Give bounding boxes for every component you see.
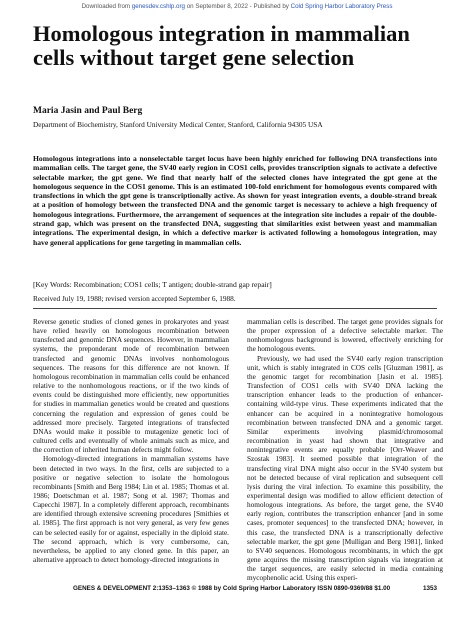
banner-middle: on September 8, 2022 - Published by <box>185 3 291 10</box>
banner-site-link[interactable]: genesdev.cshlp.org <box>131 3 185 10</box>
body-right-column <box>247 318 443 584</box>
body-paragraph: mammalian cells is described. The target gene provides signals for the proper expression of a defective selectable marker. The nonhomologous background is lowered, effectively enriching for the homologous events. <box>247 318 443 354</box>
received-dates: Received July 19, 1988; revised version accepted September 6, 1988. <box>33 294 236 303</box>
banner-prefix: Downloaded from <box>81 3 132 10</box>
abstract: Homologous integrations into a nonselectable target locus have been highly enriched for following DNA transfections into mammalian cells. The target gene, the SV40 early region in COS1 cells, provides transcription signals to activate a defective selectable marker, the gpt gene. We find that nearly half of the selected clones have integrated the gpt gene at the homologous sequence in the COS1 genome. This is an estimated 100-fold enrichment for homologous events compared with transfections in which the gpt gene is transcriptionally active. As shown for yeast integration events, a double-strand break at a position of homology between the transfected DNA and the genomic target is necessary to achieve a high frequency of homologous integrations. Furthermore, the arrangement of sequences at the integration site includes a repair of the double-strand gap, which was present on the transfected DNA, suggesting that similarities exist between yeast and mammalian integrations. The experimental design, in which a defective marker is activated following a homologous integration, may have general applications for gene targeting in mammalian cells. <box>33 154 437 247</box>
journal-citation: GENES & DEVELOPMENT 2:1353–1363 © 1988 by Cold Spring Harbor Laboratory ISSN 0890-9369/88 $1.00 <box>73 585 391 592</box>
author-affiliation: Department of Biochemistry, Stanford University Medical Center, Stanford, California 94305 USA <box>33 120 323 129</box>
body-left-column <box>33 318 229 565</box>
keywords: [Key Words: Recombination; COS1 cells; T antigen; double-strand gap repair] <box>33 280 272 289</box>
banner-publisher-link[interactable]: Cold Spring Harbor Laboratory Press <box>290 3 393 10</box>
body-paragraph: Previously, we had used the SV40 early region transcription unit, which is stably integrated in COS cells [Gluzman 1981], as the genomic target for recombination [Jasin et al. 1985]. Transfection of COS1 cells with SV40 DNA lacking the transcription enhancer leads to the production of enhancer-containing wild-type virus. These experiments indicated that the enhancer can be acquired in a nonintegrative homologous recombination between transfected DNA and a genomic target. Similar experiments involving plasmid/chromosomal recombination in yeast had shown that integrative and nonintegrative events are equally probable [Orr-Weaver and Szostak 1983]. It seemed possible that integration of the transfecting viral DNA might also occur in the SV40 system but not be detected because of viral replication and subsequent cell lysis during the viral infection. To examine this possibility, the experimental design was modified to allow efficient detection of homologous integrations. As before, the target gene, the SV40 early region, contributes the transcription enhancer [and in some cases, promoter sequences] to the transfected DNA; however, in this case, the transfected DNA is a transcriptionally defective selectable marker, the gpt gene [Mulligan and Berg 1981], linked to SV40 sequences. Homologous recombinants, in which the gpt gene acquires the missing transcription signals via integration at the target sequences, are easily selected in media containing mycophenolic acid. Using this experi- <box>247 354 443 583</box>
body-paragraph: Reverse genetic studies of cloned genes in prokaryotes and yeast have relied heavily on homologous recombination between transfected and genomic DNA sequences. However, in mammalian systems, the preponderant mode of recombination between transfected and genomic DNAs involves nonhomologous sequences. The reasons for this difference are not known. If homologous recombination in mammalian cells could be enhanced relative to the nonhomologous reactions, or if the two kinds of events could be distinguished more efficiently, new opportunities for studies in mammalian genetics would be created and questions concerning the regulation and expression of genes could be addressed more precisely. Targeted integrations of transfected DNAs would make it possible to mutagenize genetic loci of cultured cells and eventually of whole animals such as mice, and the correction of inherited human defects might follow. <box>33 318 229 455</box>
download-banner <box>0 3 474 10</box>
page-number: 1353 <box>422 585 437 592</box>
page-footer <box>33 585 437 592</box>
paper-title: Homologous integration in mammalian cells without target gene selection <box>33 21 410 70</box>
paper-authors: Maria Jasin and Paul Berg <box>33 106 143 116</box>
section-divider <box>33 308 437 309</box>
body-paragraph: Homology-directed integrations in mammalian systems have been detected in two ways. In the first, cells are subjected to a positive or negative selection to isolate the homologous recombinants [Smith and Berg 1984; Lin et al. 1985; Thomas et al. 1986; Doetschman et al. 1987; Song et al. 1987; Thomas and Capecchi 1987]. In a completely different approach, recombinants are identified through extensive screening procedures [Smithies et al. 1985]. The first approach is not very general, as very few genes can be selected easily for or against, especially in the diploid state. The second approach, which is very cumbersome, can, nevertheless, be applied to any cloned gene. In this paper, an alternative approach to detect homology-directed integrations in <box>33 455 229 565</box>
